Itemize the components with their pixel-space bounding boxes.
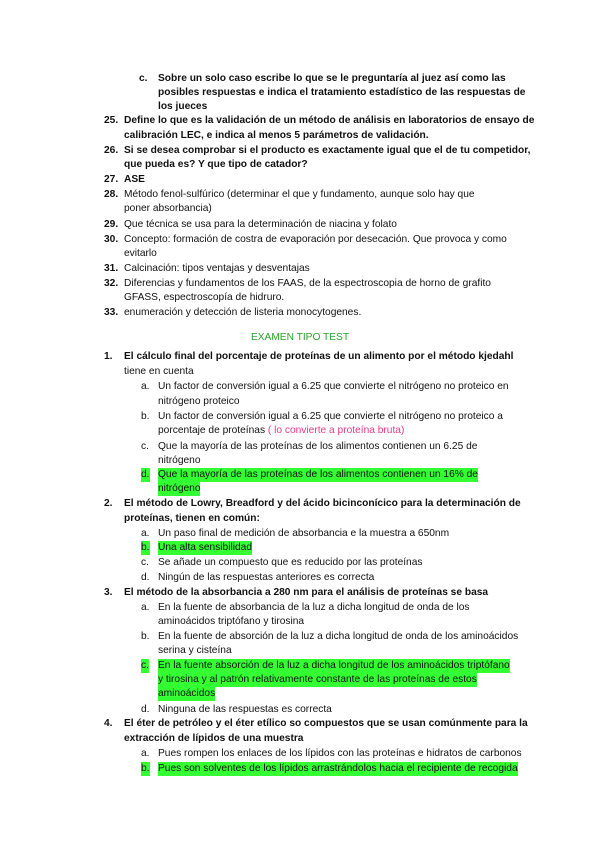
- option-text: aminoácidos triptófano y tirosina: [158, 616, 305, 627]
- text-line: Calcinación: tipos ventajas y desventajas: [124, 263, 310, 274]
- option-letter: a.: [141, 381, 150, 392]
- exam-heading: EXAMEN TIPO TEST: [250, 332, 350, 343]
- question-number: 25.: [104, 115, 119, 126]
- option-letter-correct: c.: [141, 660, 149, 671]
- option-text-correct: aminoácidos: [158, 688, 216, 699]
- text-line: Define lo que es la validación de un método de análisis en laboratorios de ensayo de: [124, 115, 535, 126]
- question-number: 28.: [104, 189, 119, 200]
- question-number: 1.: [104, 351, 113, 362]
- option-text: En la fuente de absorbancia de la luz a dicha longitud de onda de los: [158, 602, 470, 613]
- option-letter: a.: [141, 748, 150, 759]
- text-line: evitarlo: [124, 248, 157, 259]
- question-number: 26.: [104, 145, 119, 156]
- text-line: que pueda es? Y que tipo de catador?: [124, 159, 308, 170]
- question-number: 4.: [104, 718, 113, 729]
- option-letter-correct: b.: [141, 763, 150, 774]
- option-text: En la fuente de absorción de la luz a dicha longitud de onda de los aminoácidos: [158, 631, 519, 642]
- text-line: posibles respuestas e indica el tratamiento estadístico de las respuestas de: [158, 87, 526, 98]
- option-text: Ninguna de las respuestas es correcta: [158, 704, 332, 715]
- option-letter: d.: [141, 704, 150, 715]
- option-text: porcentaje de proteínas: [158, 425, 266, 436]
- option-text-correct: nitrógeno: [158, 483, 201, 494]
- option-text: Que la mayoría de las proteínas de los alimentos contienen un 6.25 de: [158, 441, 478, 452]
- list-marker: c.: [139, 73, 148, 84]
- question-number: 32.: [104, 278, 119, 289]
- question-number: 33.: [104, 307, 119, 318]
- option-text-with-note: [158, 424, 404, 438]
- option-text: Pues rompen los enlaces de los lípidos con las proteínas e hidratos de carbonos: [158, 748, 522, 759]
- question-text: extracción de lípidos de una muestra: [124, 733, 304, 744]
- question-text: El método de la absorbancia a 280 nm para el análisis de proteínas se basa: [124, 587, 489, 598]
- text-line: Concepto: formación de costra de evaporación por desecación. Que provoca y como: [124, 234, 507, 245]
- annotation-note: ( lo convierte a proteína bruta): [267, 425, 405, 436]
- option-text: Un factor de conversión igual a 6.25 que convierte el nitrógeno no proteico a: [158, 411, 503, 422]
- option-letter: c.: [141, 557, 149, 568]
- text-line: Sobre un solo caso escribe lo que se le preguntaría al juez así como las: [158, 73, 506, 84]
- text-line: GFASS, espectroscopía de hidruro.: [124, 292, 285, 303]
- option-letter-correct: d.: [141, 469, 150, 480]
- option-text: Ningún de las respuestas anteriores es correcta: [158, 572, 375, 583]
- option-letter-correct: b.: [141, 542, 150, 553]
- question-text: tiene en cuenta: [124, 366, 194, 377]
- question-text: El cálculo final del porcentaje de proteínas de un alimento por el método kjedahl: [124, 351, 514, 362]
- option-text: serina y cisteína: [158, 645, 232, 656]
- question-number: 3.: [104, 587, 113, 598]
- option-text-correct: Pues son solventes de los lípidos arrastrándolos hacia el recipiente de recogida: [158, 763, 518, 774]
- question-text: El éter de petróleo y el éter etílico so compuestos que se usan comúnmente para la: [124, 718, 528, 729]
- option-letter: a.: [141, 528, 150, 539]
- option-text: Un factor de conversión igual a 6.25 que convierte el nitrógeno no proteico en: [158, 381, 509, 392]
- text-line: ASE: [124, 174, 145, 185]
- text-line: Diferencias y fundamentos de los FAAS, de la espectroscopia de horno de grafito: [124, 278, 491, 289]
- option-text-correct: Una alta sensibilidad: [158, 542, 253, 553]
- option-text: nitrógeno proteico: [158, 396, 240, 407]
- option-text-correct: Que la mayoría de las proteínas de los alimentos contienen un 16% de: [158, 469, 478, 480]
- option-letter: a.: [141, 602, 150, 613]
- question-number: 2.: [104, 498, 113, 509]
- text-line: Que técnica se usa para la determinación de niacina y folato: [124, 219, 397, 230]
- option-letter: b.: [141, 631, 150, 642]
- text-line: Si se desea comprobar si el producto es exactamente igual que el de tu competidor,: [124, 145, 531, 156]
- option-text: Un paso final de medición de absorbancia e la muestra a 650nm: [158, 528, 450, 539]
- text-line: los jueces: [158, 101, 208, 112]
- text-line: enumeración y detección de listeria monocytogenes.: [124, 307, 362, 318]
- question-number: 31.: [104, 263, 119, 274]
- option-text: nitrógeno: [158, 455, 201, 466]
- option-text: Se añade un compuesto que es reducido por las proteínas: [158, 557, 423, 568]
- option-letter: d.: [141, 572, 150, 583]
- question-text: proteínas, tienen en común:: [124, 513, 260, 524]
- option-letter: b.: [141, 411, 150, 422]
- text-line: Método fenol-sulfúrico (determinar el que y fundamento, aunque solo hay que: [124, 189, 475, 200]
- text-line: calibración LEC, e indica al menos 5 parámetros de validación.: [124, 130, 429, 141]
- question-text: El método de Lowry, Breadford y del ácido bicinconícico para la determinación de: [124, 498, 521, 509]
- option-text-correct: y tirosina y al patrón relativamente constante de las proteínas de estos: [158, 674, 477, 685]
- option-letter: c.: [141, 441, 149, 452]
- question-number: 29.: [104, 219, 119, 230]
- option-text-correct: En la fuente absorción de la luz a dicha longitud de los aminoácidos triptófano: [158, 660, 510, 671]
- text-line: poner absorbancia): [124, 203, 212, 214]
- question-number: 27.: [104, 174, 119, 185]
- question-number: 30.: [104, 234, 119, 245]
